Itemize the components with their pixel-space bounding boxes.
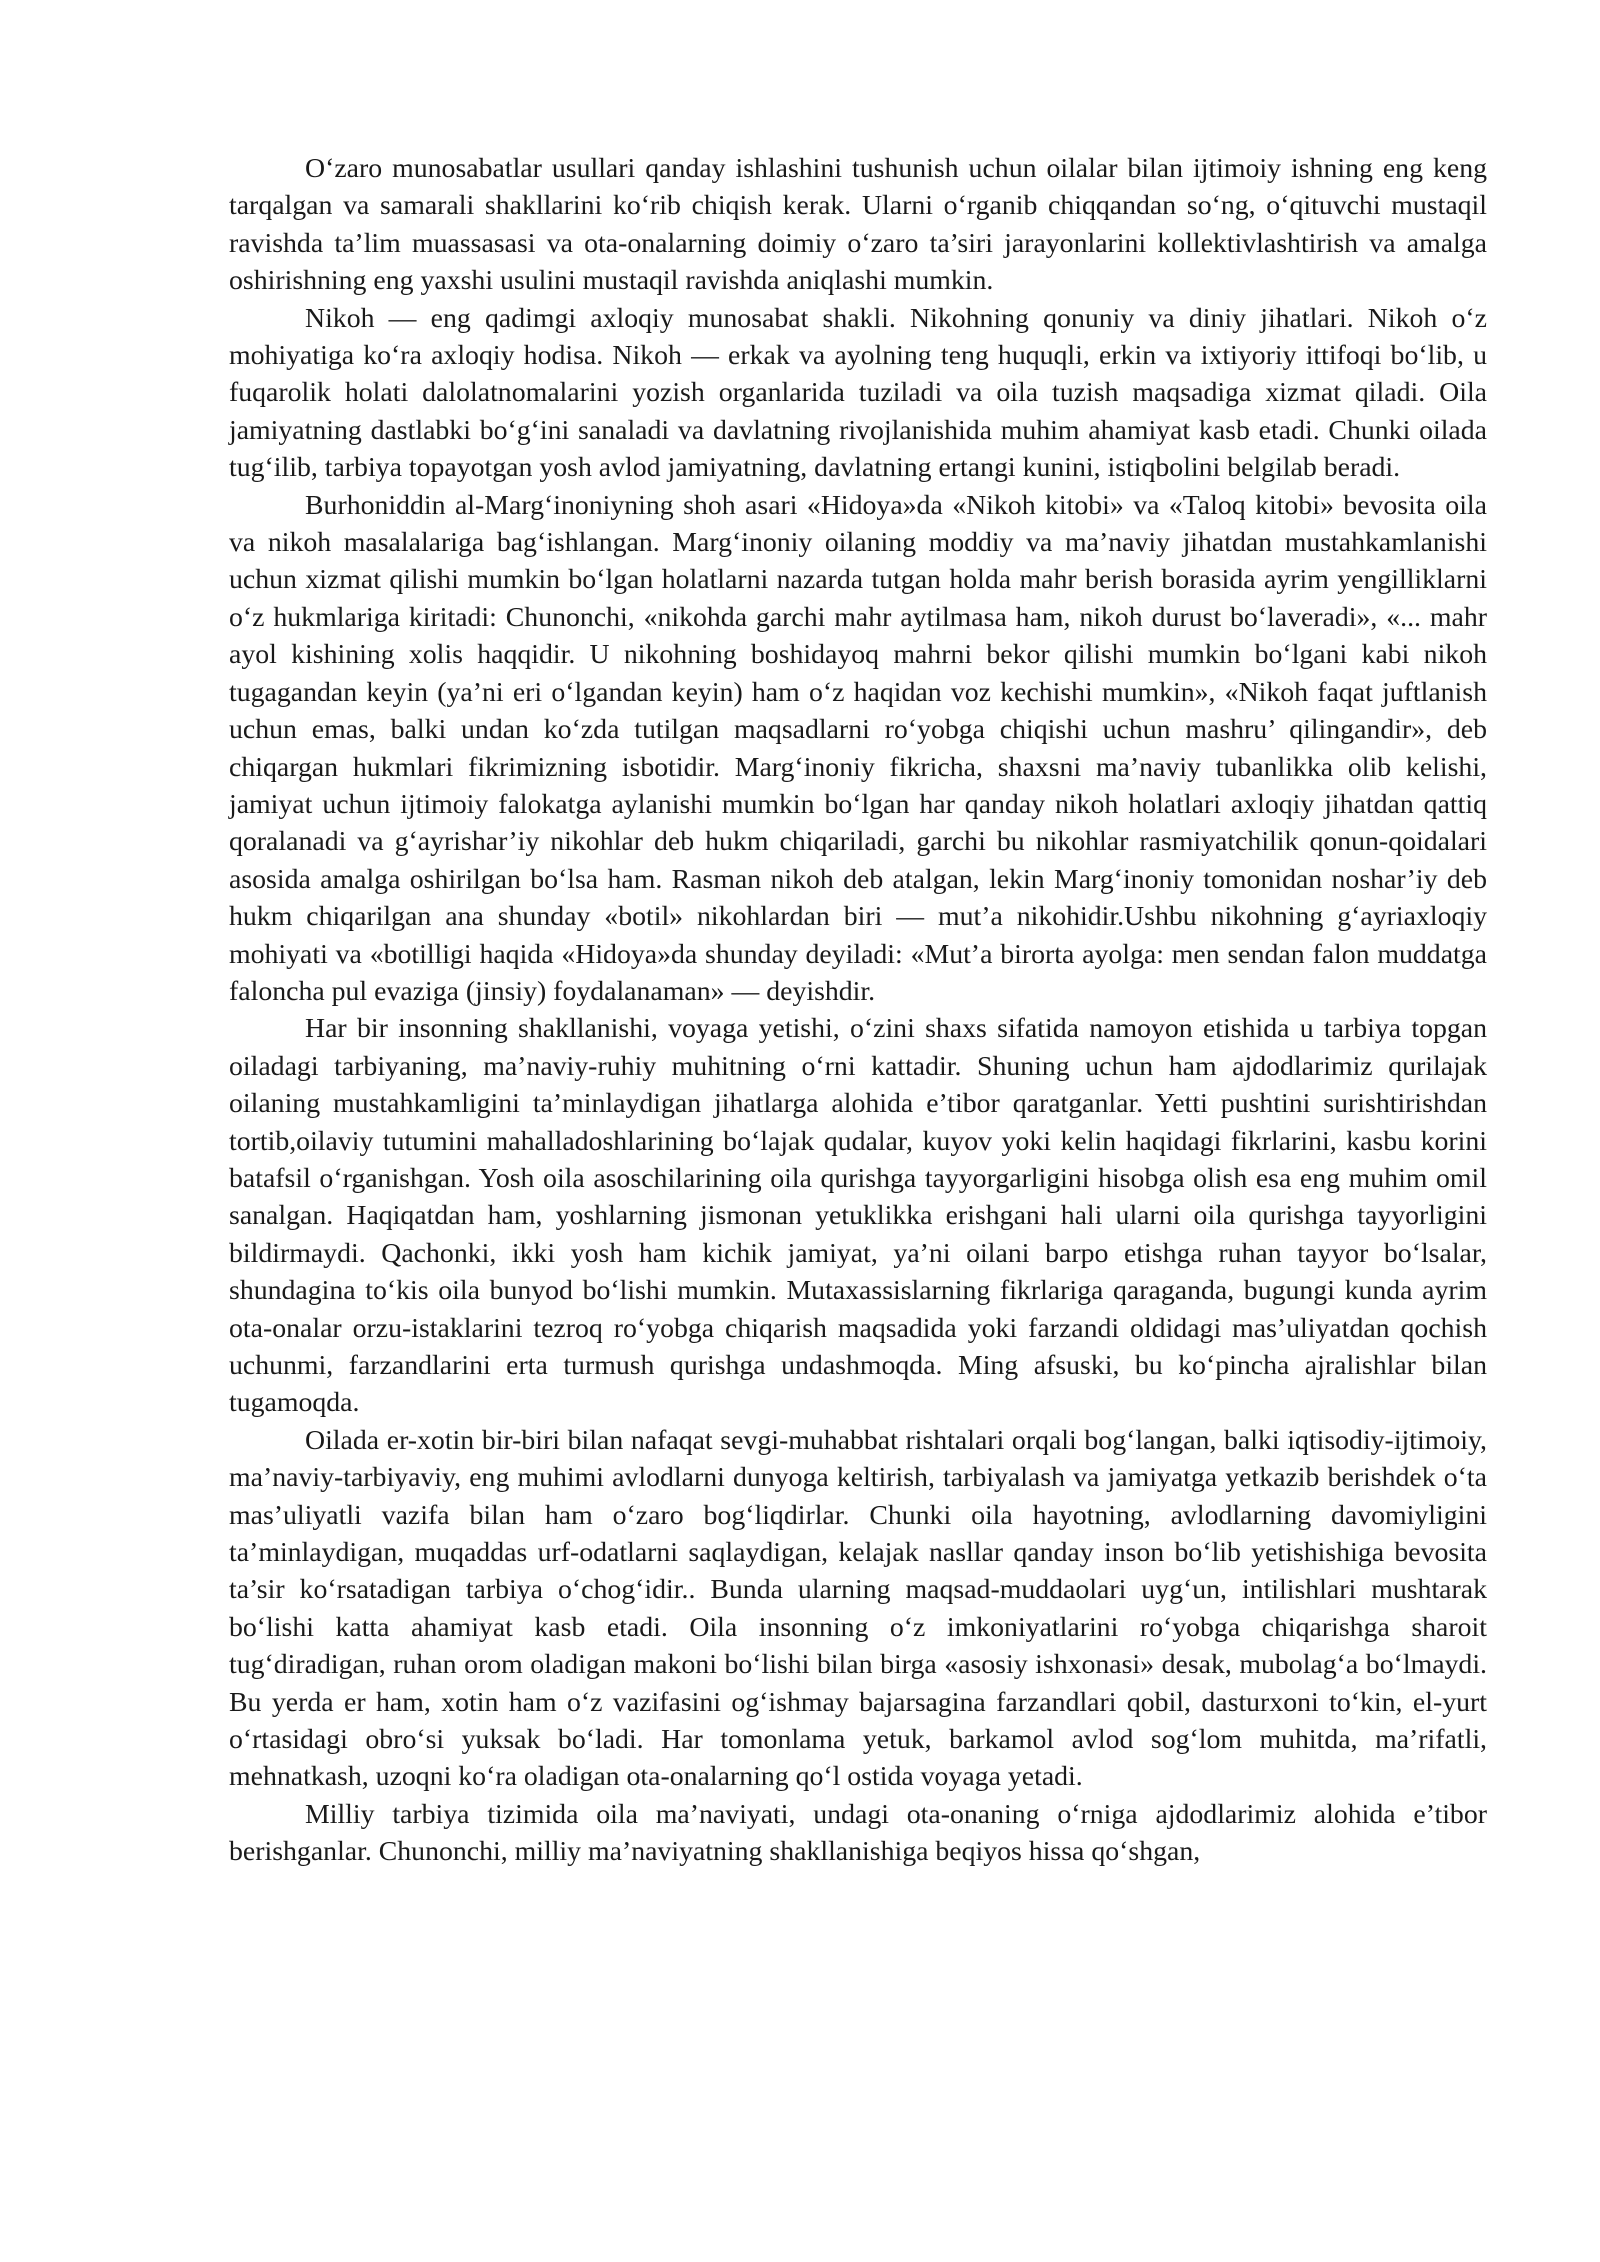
paragraph-2: Nikoh — eng qadimgi axloqiy munosabat shakli. Nikohning qonuniy va diniy jihatlari. Nikoh o‘z mohiyatiga ko‘ra axloqiy hodisa. Nikoh — erkak va ayolning teng huquqli, erkin va ixtiyoriy ittifoqi bo‘lib, u fuqarolik holati dalolatnomalarini yozish organlarida tuziladi va oila tuzish maqsadiga xizmat qiladi. Oila jamiyatning dastlabki bo‘g‘ini sanaladi va davlatning rivojlanishida muhim ahamiyat kasb etadi. Chunki oilada tug‘ilib, tarbiya topayotgan yosh avlod jamiyatning, davlatning ertangi kunini, istiqbolini belgilab beradi. [229, 302, 1487, 484]
body-text [229, 150, 1487, 1871]
paragraph-6: Milliy tarbiya tizimida oila ma’naviyati, undagi ota-onaning o‘rniga ajdodlarimiz alohida e’tibor berishganlar. Chunonchi, milliy ma’naviyatning shakllanishiga beqiyos hissa qo‘shgan, [229, 1798, 1487, 1868]
paragraph-3: Burhoniddin al-Marg‘inoniyning shoh asari «Hidoya»da «Nikoh kitobi» va «Taloq kitobi» bevosita oila va nikoh masalalariga bag‘ishlangan. Marg‘inoniy oilaning moddiy va ma’naviy jihatdan mustahkamlanishi uchun xizmat qilishi mumkin bo‘lgan holatlarni nazarda tutgan holda mahr berish borasida ayrim yengilliklarni o‘z hukmlariga kiritadi: Chunonchi, «nikohda garchi mahr aytilmasa ham, nikoh durust bo‘laveradi», «... mahr ayol kishining xolis haqqidir. U nikohning boshidayoq mahrni bekor qilishi mumkin bo‘lgani kabi nikoh tugagandan keyin (ya’ni eri o‘lgandan keyin) ham o‘z haqidan voz kechishi mumkin», «Nikoh faqat juftlanish uchun emas, balki undan ko‘zda tutilgan maqsadlarni ro‘yobga chiqishi uchun mashru’ qilingandir», deb chiqargan hukmlari fikrimizning isbotidir. Marg‘inoniy fikricha, shaxsni ma’naviy tubanlikka olib kelishi, jamiyat uchun ijtimoiy falokatga aylanishi mumkin bo‘lgan har qanday nikoh holatlari axloqiy jihatdan qattiq qoralanadi va g‘ayrishar’iy nikohlar deb hukm chiqariladi, garchi bu nikohlar rasmiyatchilik qonun-qoidalari asosida amalga oshirilgan bo‘lsa ham. Rasman nikoh deb atalgan, lekin Marg‘inoniy tomonidan noshar’iy deb hukm chiqarilgan ana shunday «botil» nikohlardan biri — mut’a nikohidir.Ushbu nikohning g‘ayriaxloqiy mohiyati va «botilligi haqida «Hidoya»da shunday deyiladi: «Mut’a birorta ayolga: men sendan falon muddatga faloncha pul evaziga (jinsiy) foydalanaman» — deyishdir. [229, 489, 1487, 1007]
paragraph-4: Har bir insonning shakllanishi, voyaga yetishi, o‘zini shaxs sifatida namoyon etishida u tarbiya topgan oiladagi tarbiyaning, ma’naviy-ruhiy muhitning o‘rni kattadir. Shuning uchun ham ajdodlarimiz qurilajak oilaning mustahkamligini ta’minlaydigan jihatlarga alohida e’tibor qaratganlar. Yetti pushtini surishtirishdan tortib,oilaviy tutumini mahalladoshlarining bo‘lajak qudalar, kuyov yoki kelin haqidagi fikrlarini, kasbu korini batafsil o‘rganishgan. Yosh oila asoschilarining oila qurishga tayyorgarligini hisobga olish esa eng muhim omil sanalgan. Haqiqatdan ham, yoshlarning jismonan yetuklikka erishgani hali ularni oila qurishga tayyorligini bildirmaydi. Qachonki, ikki yosh ham kichik jamiyat, ya’ni oilani barpo etishga ruhan tayyor bo‘lsalar, shundagina to‘kis oila bunyod bo‘lishi mumkin. Mutaxassislarning fikrlariga qaraganda, bugungi kunda ayrim ota-onalar orzu-istaklarini tezroq ro‘yobga chiqarish maqsadida yoki farzandi oldidagi mas’uliyatdan qochish uchunmi, farzandlarini erta turmush qurishga undashmoqda. Ming afsuski, bu ko‘pincha ajralishlar bilan tugamoqda. [229, 1013, 1487, 1419]
paragraph-5: Oilada er-xotin bir-biri bilan nafaqat sevgi-muhabbat rishtalari orqali bog‘langan, balki iqtisodiy-ijtimoiy, ma’naviy-tarbiyaviy, eng muhimi avlodlarni dunyoga keltirish, tarbiyalash va jamiyatga yetkazib berishdek o‘ta mas’uliyatli vazifa bilan ham o‘zaro bog‘liqdirlar. Chunki oila hayotning, avlodlarning davomiyligini ta’minlaydigan, muqaddas urf-odatlarni saqlaydigan, kelajak nasllar qanday inson bo‘lib yetishishiga bevosita ta’sir ko‘rsatadigan tarbiya o‘chog‘idir.. Bunda ularning maqsad-muddaolari uyg‘un, intilishlari mushtarak bo‘lishi katta ahamiyat kasb etadi. Oila insonning o‘z imkoniyatlarini ro‘yobga chiqarishga sharoit tug‘diradigan, ruhan orom oladigan makoni bo‘lishi bilan birga «asosiy ishxonasi» desak, mubolag‘a bo‘lmaydi. Bu yerda er ham, xotin ham o‘z vazifasini og‘ishmay bajarsagina farzandlari qobil, dasturxoni to‘kin, el-yurt o‘rtasidagi obro‘si yuksak bo‘ladi. Har tomonlama yetuk, barkamol avlod sog‘lom muhitda, ma’rifatli, mehnatkash, uzoqni ko‘ra oladigan ota-onalarning qo‘l ostida voyaga yetadi. [229, 1424, 1487, 1793]
paragraph-1: O‘zaro munosabatlar usullari qanday ishlashini tushunish uchun oilalar bilan ijtimoiy ishning eng keng tarqalgan va samarali shakllarini ko‘rib chiqish kerak. Ularni o‘rganib chiqqandan so‘ng, o‘qituvchi mustaqil ravishda ta’lim muassasasi va ota-onalarning doimiy o‘zaro ta’siri jarayonlarini kollektivlashtirish va amalga oshirishning eng yaxshi usulini mustaqil ravishda aniqlashi mumkin. [229, 153, 1487, 297]
